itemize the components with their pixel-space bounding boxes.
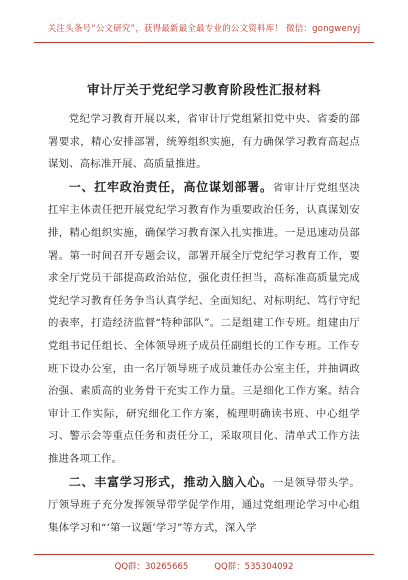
section-1-body: 省审计厅党组坚决扛牢主体责任把开展党纪学习教育作为重要政治任务，认真谋划安排，精心组织实施，确保学习教育深入扎实推进。一是迅速动员部署。第一时间召开专题会议，部署开展全厅党纪学习教育工作，要求全厅党员干部提高政治站位，强化责任担当，高标准高质量完成党纪学习教育任务争当认真学纪、全面知纪、对标明纪、笃行守纪的表率，打造经济监督“特种部队”。二是组建工作专班。组建由厅党组书记任组长、全体领导班子成员任副组长的工作专班。工作专班下设办公室，由一名厅领导班子成员兼任办公室主任，并抽调政治强、素质高的业务骨干充实工作力量。三是细化工作方案。结合审计工作实际，研究细化工作方案，梳理明确读书班、中心组学习、警示会等重点任务和责任分工，采取项目化、清单式工作方法推进各项工作。 [48, 181, 360, 465]
footer-divider [34, 554, 374, 555]
footer [0, 560, 408, 572]
section-2-paragraph [48, 471, 360, 540]
banner-divider [34, 42, 374, 43]
intro-paragraph: 党纪学习教育开展以来，省审计厅党组紧扣党中央、省委的部署要求，精心安排部署，统筹组织实施，有力确保学习教育高起点谋划、高标准开展、高质量推进。 [48, 113, 360, 171]
footer-qq-group-2: QQ群：535304092 [214, 562, 294, 572]
section-2-heading: 二、丰富学习形式，推动入脑入心。 [68, 474, 273, 489]
promo-banner: 关注头条号“公文研究”，获得最新最全最专业的公文资料库！ 微信：gongwenyj [47, 24, 361, 34]
section-1-paragraph [48, 176, 360, 471]
section-1-heading: 一、扛牢政治责任，高位谋划部署。 [68, 179, 273, 194]
footer-qq-group-1: QQ群：30265665 [114, 562, 189, 572]
section-2-body: 一是领导带头学。厅领导班子充分发挥领导带学促学作用，通过党组理论学习中心组集体学习和“‘第一议题’学习”等方式，深入学 [48, 476, 360, 534]
document-body [48, 108, 360, 539]
document-title: 审计厅关于党纪学习教育阶段性汇报材料 [86, 82, 321, 97]
